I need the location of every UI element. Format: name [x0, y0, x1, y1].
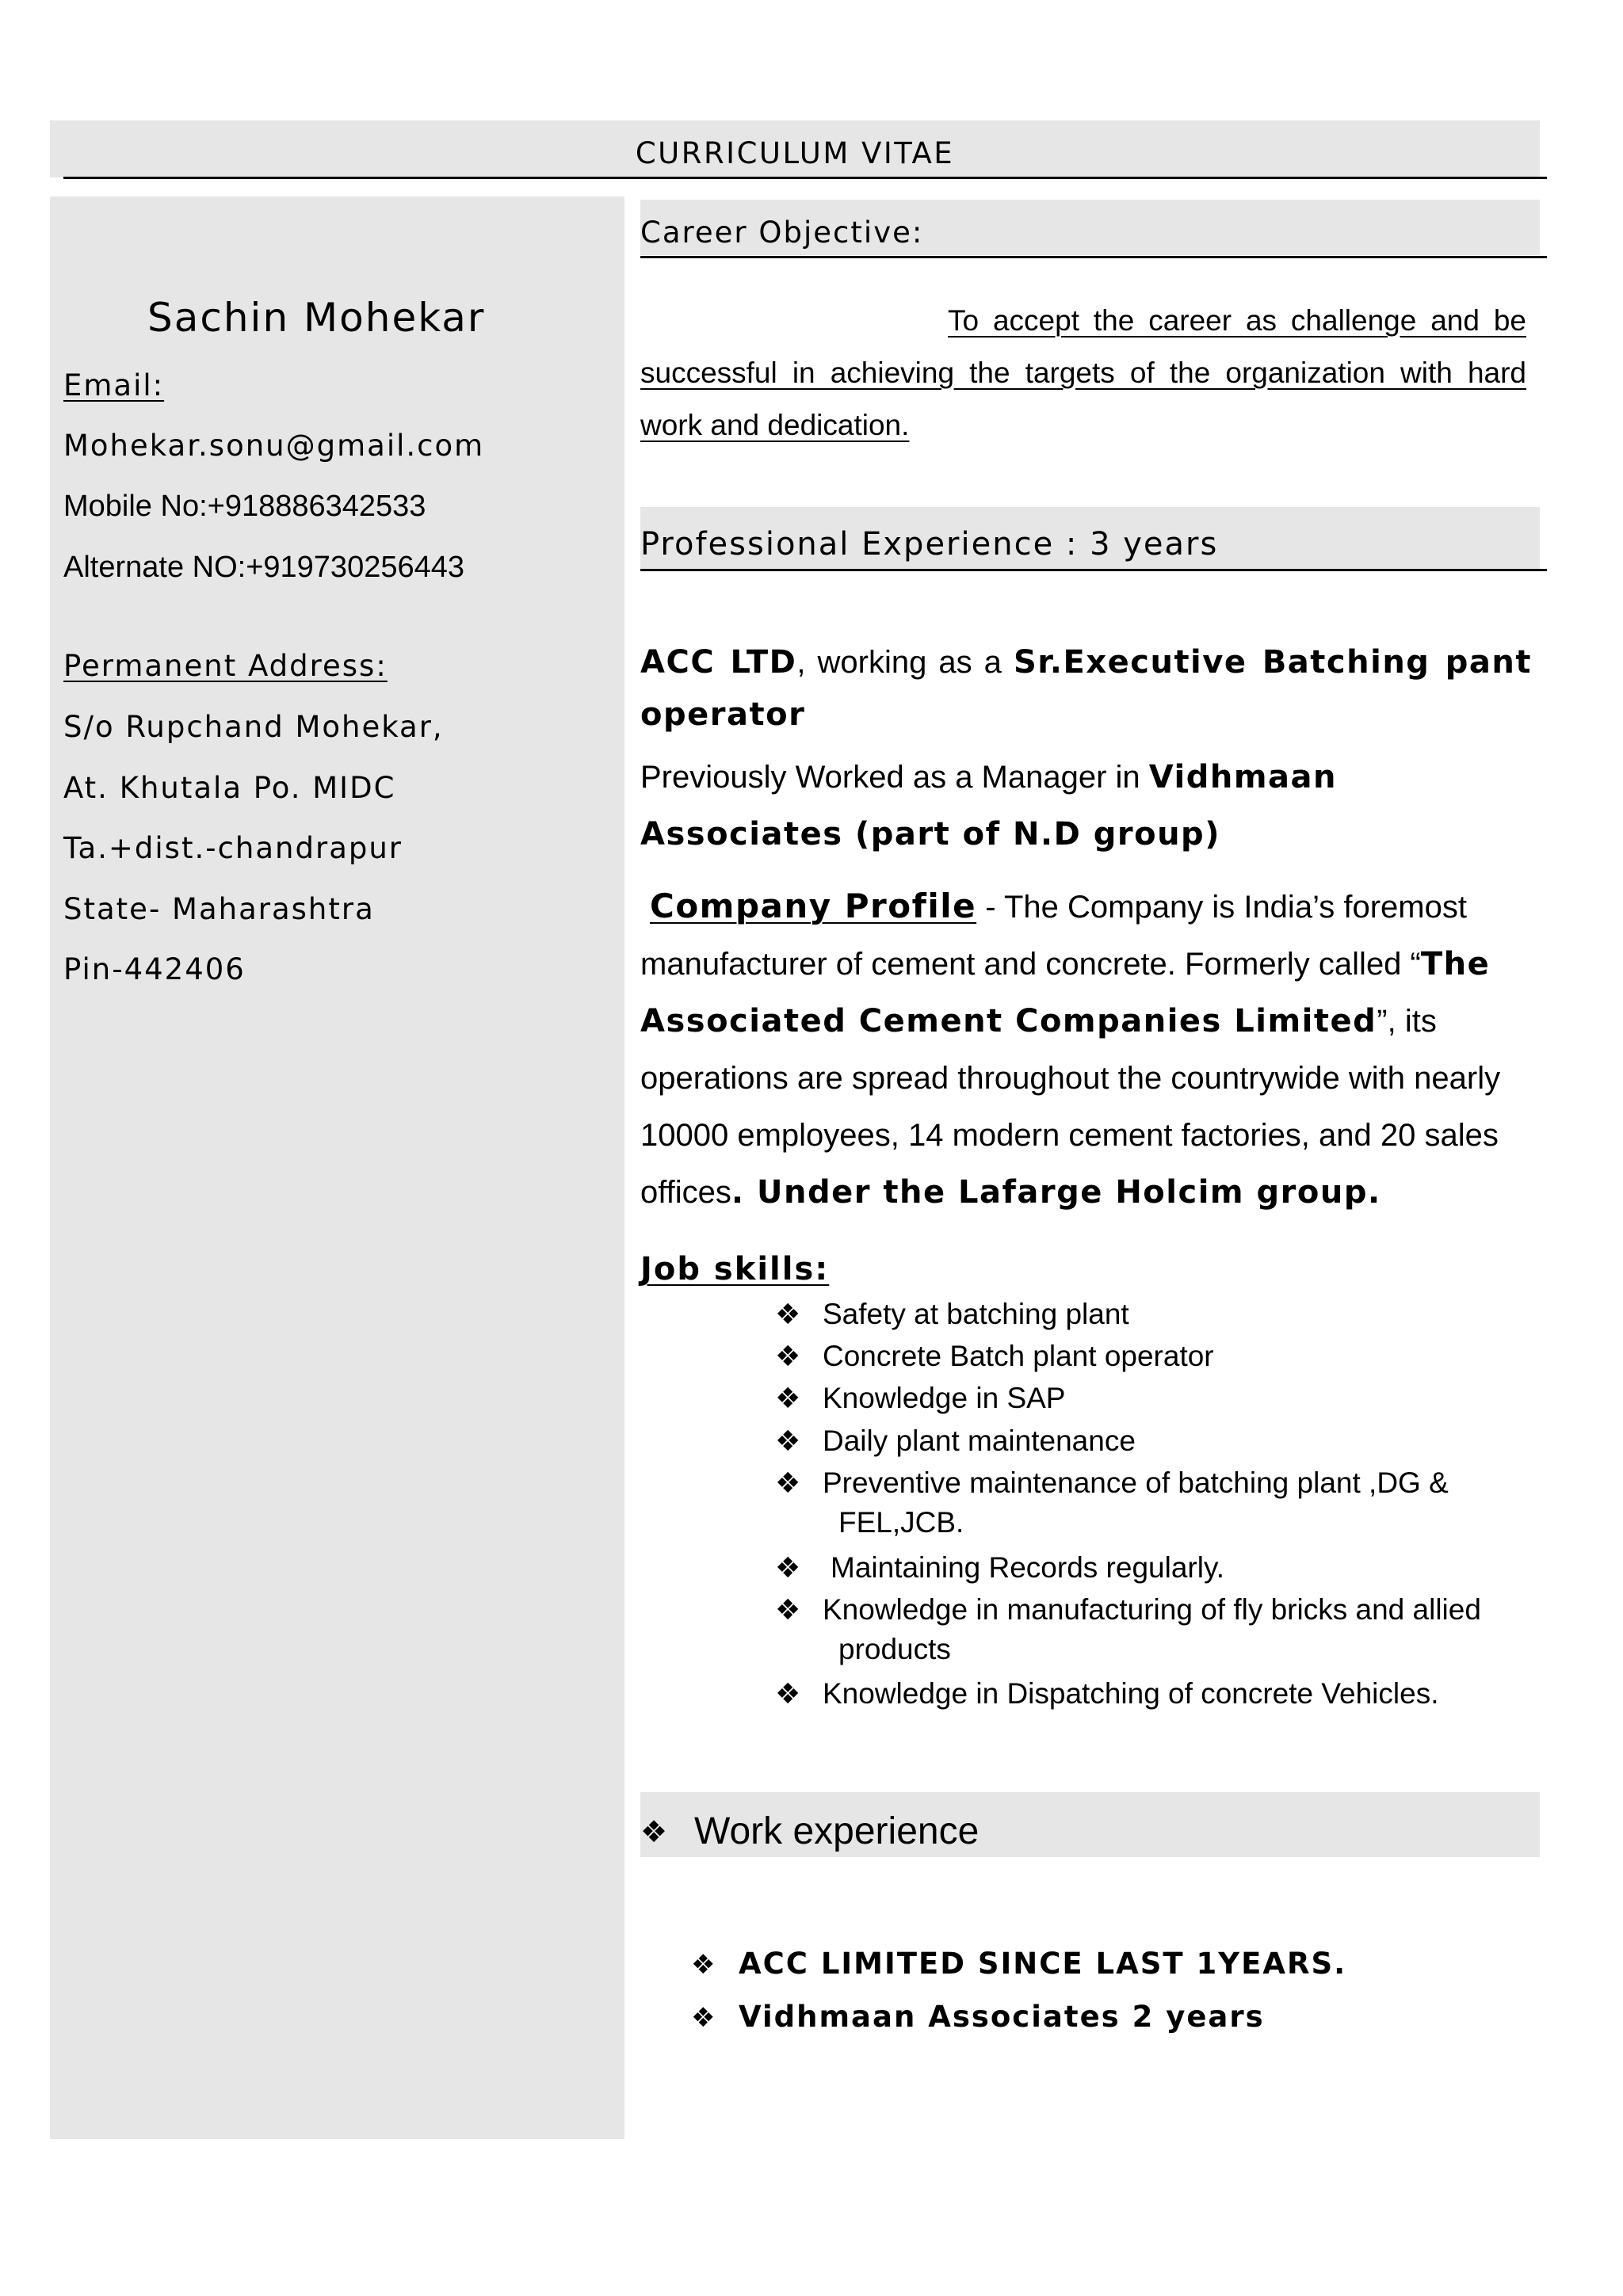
career-rule — [640, 256, 1547, 258]
work-experience-item — [691, 1947, 1346, 1981]
company-profile-paragraph — [640, 878, 1532, 1221]
company-profile-label: Company Profile — [650, 887, 977, 925]
email-label: Email: — [63, 368, 165, 402]
current-company: ACC LTD — [640, 644, 797, 681]
diamond-bullet-icon: ❖ — [775, 1298, 801, 1330]
company-full-name: The Associated Cement Companies Limited — [640, 946, 1491, 1039]
diamond-bullet-icon: ❖ — [775, 1382, 801, 1414]
skill-text: Daily plant maintenance — [823, 1425, 1136, 1457]
address-line: At. Khutala Po. MIDC — [63, 771, 396, 805]
mobile-number: Mobile No:+918886342533 — [63, 490, 426, 523]
skill-text: Concrete Batch plant operator — [823, 1340, 1214, 1372]
email-value[interactable]: Mohekar.sonu@gmail.com — [63, 429, 485, 463]
company-group: . Under the Lafarge Holcim group. — [731, 1174, 1381, 1211]
skill-text-continued: FEL,JCB. — [838, 1506, 964, 1539]
address-line: Ta.+dist.-chandrapur — [63, 831, 403, 865]
company-profile-text: ”, its operations are spread throughout the countrywide with nearly 10000 employees, 14 modern cement factories, and 20 sales offices — [640, 1004, 1501, 1210]
diamond-bullet-icon: ❖ — [775, 1340, 801, 1372]
previous-company: Vidhmaan Associates (part of N.D group) — [640, 759, 1337, 852]
diamond-bullet-icon: ❖ — [640, 1816, 668, 1849]
skill-text: Knowledge in Dispatching of concrete Vehicles. — [823, 1677, 1439, 1710]
work-experience-heading: Work experience — [694, 1810, 980, 1852]
skill-text: Knowledge in SAP — [823, 1382, 1066, 1414]
current-role-connector: , working as a — [796, 645, 1014, 680]
diamond-bullet-icon: ❖ — [691, 2002, 717, 2034]
address-label: Permanent Address: — [63, 649, 388, 683]
diamond-bullet-icon: ❖ — [775, 1593, 801, 1626]
experience-heading: Professional Experience : 3 years — [640, 526, 1219, 563]
company-profile-text: - The Company is India’s foremost manufacturer of cement and concrete. Formerly called “ — [640, 890, 1467, 982]
header-rule — [63, 177, 1547, 179]
diamond-bullet-icon: ❖ — [775, 1551, 801, 1584]
experience-rule — [640, 569, 1547, 571]
skill-text: Maintaining Records regularly. — [831, 1551, 1224, 1584]
diamond-bullet-icon: ❖ — [691, 1949, 717, 1981]
work-experience-item — [691, 2000, 1265, 2034]
address-line: Pin-442406 — [63, 952, 246, 986]
current-role: Sr.Executive Batching pant operator — [640, 644, 1533, 733]
alternate-number: Alternate NO:+919730256443 — [63, 551, 465, 584]
skill-text-continued: products — [838, 1633, 951, 1665]
address-line: S/o Rupchand Mohekar, — [63, 710, 444, 744]
previous-role-prefix: Previously Worked as a Manager in — [640, 760, 1149, 795]
skill-text: Preventive maintenance of batching plant ,DG & — [823, 1466, 1449, 1499]
work-experience-text: Vidhmaan Associates 2 years — [739, 2000, 1265, 2034]
career-objective-text: To accept the career as challenge and be successful in achieving the targets of the organization with hard work and dedication. — [640, 304, 1526, 441]
skill-text: Knowledge in manufacturing of fly bricks and allied — [823, 1593, 1481, 1626]
work-experience-text: ACC LIMITED SINCE LAST 1YEARS. — [739, 1947, 1347, 1981]
diamond-bullet-icon: ❖ — [775, 1677, 801, 1710]
job-skills-heading: Job skills: — [640, 1251, 830, 1287]
previous-role-paragraph — [640, 749, 1532, 863]
diamond-bullet-icon: ❖ — [775, 1466, 801, 1499]
sidebar-panel — [50, 196, 624, 2139]
address-line: State- Maharashtra — [63, 892, 375, 926]
diamond-bullet-icon: ❖ — [775, 1425, 801, 1457]
document-title: CURRICULUM VITAE — [635, 136, 955, 170]
candidate-name: Sachin Mohekar — [147, 295, 486, 341]
current-role-paragraph — [640, 636, 1532, 741]
career-heading: Career Objective: — [640, 215, 924, 250]
skill-text: Safety at batching plant — [823, 1298, 1129, 1330]
